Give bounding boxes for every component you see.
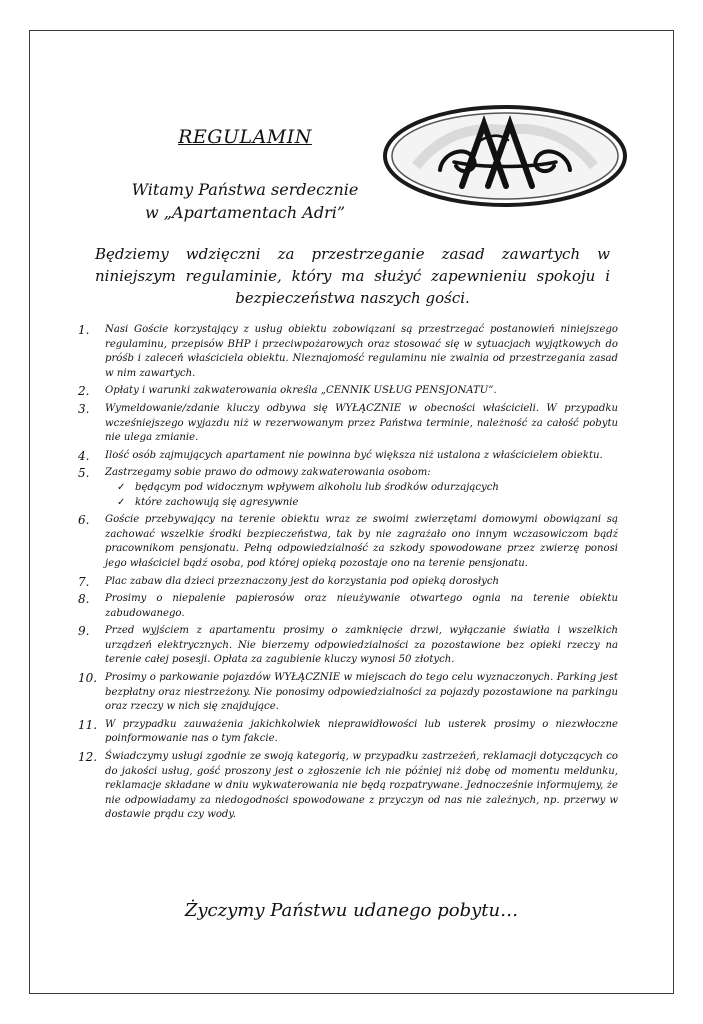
rule-item-9 (78, 624, 618, 668)
rule-item-4 (78, 449, 618, 464)
page-title: REGULAMIN (178, 126, 312, 148)
rule-item-3 (78, 402, 618, 446)
rule-number: 2. (78, 384, 90, 399)
closing-line: Życzymy Państwu udanego pobytu… (184, 900, 519, 921)
rule-number: 1. (78, 323, 90, 337)
welcome-line-1: Witamy Państwa serdecznie (131, 180, 359, 199)
rule-text: W przypadku zauważenia jakichkolwiek nieprawidłowości lub usterek prosimy o niezwłoczne poinformowanie nas o tym fakcie. (105, 718, 618, 745)
rule-item-5 (78, 466, 618, 510)
rules-list (78, 323, 618, 826)
rule-text: Plac zabaw dla dzieci przeznaczony jest do korzystania pod opieką dorosłych (105, 575, 500, 587)
adri-monogram-logo (382, 104, 628, 208)
rule-5-subitem-2 (105, 496, 618, 511)
rule-item-6 (78, 513, 618, 571)
rule-number: 3. (78, 401, 90, 416)
welcome-heading (110, 178, 380, 224)
rule-item-10 (78, 671, 618, 715)
rule-item-12 (78, 750, 618, 823)
rule-text: Ilość osób zajmujących apartament nie powinna być większa niż ustalona z właścicielem obiektu. (105, 449, 603, 461)
rule-text: Nasi Goście korzystający z usług obiektu zobowiązani są przestrzegać postanowień niniejszego regulaminu, przepisów BHP i przeciwpożarowych oraz stosować się w sytuacjach wyjątkowych do próśb i zaleceń właściciela obiektu. Nieznajomość regulaminu nie zwalnia od przestrzegania zasad w nim zawartych. (105, 324, 618, 379)
checkmark-icon: ✓ (117, 496, 126, 508)
rule-text: Wymeldowanie/zdanie kluczy odbywa się WYŁĄCZNIE w obecności właścicieli. W przypadku wcześniejszego wyjazdu niż w rezerwowanym przez Państwa terminie, należność za całość pobytu nie ulega zmianie. (105, 402, 618, 444)
rule-number: 6. (78, 513, 90, 528)
subitem-text: które zachowują się agresywnie (135, 496, 299, 508)
rule-text: Prosimy o parkowanie pojazdów WYŁĄCZNIE w miejscach do tego celu wyznaczonych. Parking jest bezpłatny oraz niestrzeżony. Nie ponosimy odpowiedzialności za pojazdy pozostawione na parkingu oraz rzeczy w nich się znajdujące. (105, 672, 618, 713)
rule-number: 8. (78, 592, 90, 607)
rule-item-8 (78, 592, 618, 621)
rule-number: 7. (78, 574, 90, 589)
subitem-text: będącym pod widocznym wpływem alkoholu lub środków odurzających (135, 481, 499, 493)
rule-5-subitem-1 (105, 481, 618, 496)
welcome-line-2: w „Apartamentach Adri” (144, 203, 346, 222)
rule-number: 12. (78, 750, 98, 765)
rule-text: Świadczymy usługi zgodnie ze swoją kategorią, w przypadku zastrzeżeń, reklamacji dotyczących co do jakości usług, gość proszony jest o zgłoszenie ich nie później niż dobę od momentu meldunku, reklamacje składane w dniu wykwaterowania nie będą rozpatrywane. Jednocześnie informujemy, że nie odpowiadamy za niedogodności spowodowane z przyczyn od nas nie zależnych, np. przerwy w dostawie prądu czy wody. (105, 751, 618, 821)
checkmark-icon: ✓ (117, 481, 126, 493)
rule-text: Zastrzegamy sobie prawo do odmowy zakwaterowania osobom: (105, 467, 431, 479)
rule-number: 9. (78, 624, 90, 639)
rule-number: 5. (78, 466, 90, 481)
intro-paragraph: Będziemy wdzięczni za przestrzeganie zasad zawartych w niniejszym regulaminie, który ma służyć zapewnieniu spokoju i bezpieczeństwa naszych gości. (95, 245, 610, 307)
rule-item-7 (78, 575, 618, 590)
rule-item-2 (78, 384, 618, 399)
rule-text-block (105, 466, 618, 510)
rule-text: Goście przebywający na terenie obiektu wraz ze swoimi zwierzętami domowymi obowiązani są zachować wszelkie środki bezpieczeństwa, tak by nie zagrażało ono innym wczasowiczom bądź pracownikom pensjonatu. Pełną odpowiedzialność za szkody spowodowane przez zwierzę ponosi jego właściciel bądź osoba, pod której opieką pozostaje ono na terenie pensjonatu. (105, 514, 618, 569)
rule-text: Przed wyjściem z apartamentu prosimy o zamknięcie drzwi, wyłączanie światła i wszelkich urządzeń elektrycznych. Nie bierzemy odpowiedzialności za pozostawione bez opieki rzeczy na terenie całej posesji. Opłata za zagubienie kluczy wynosi 50 złotych. (105, 625, 618, 666)
rule-text: Opłaty i warunki zakwaterowania określa „CENNIK USŁUG PENSJONATU”. (105, 385, 497, 397)
rule-item-11 (78, 718, 618, 747)
rule-number: 11. (78, 717, 98, 732)
rule-item-1 (78, 323, 618, 381)
rule-number: 4. (78, 448, 90, 463)
rule-text: Prosimy o niepalenie papierosów oraz nieużywanie otwartego ognia na terenie obiektu zabudowanego. (105, 593, 618, 619)
rule-number: 10. (78, 671, 98, 686)
